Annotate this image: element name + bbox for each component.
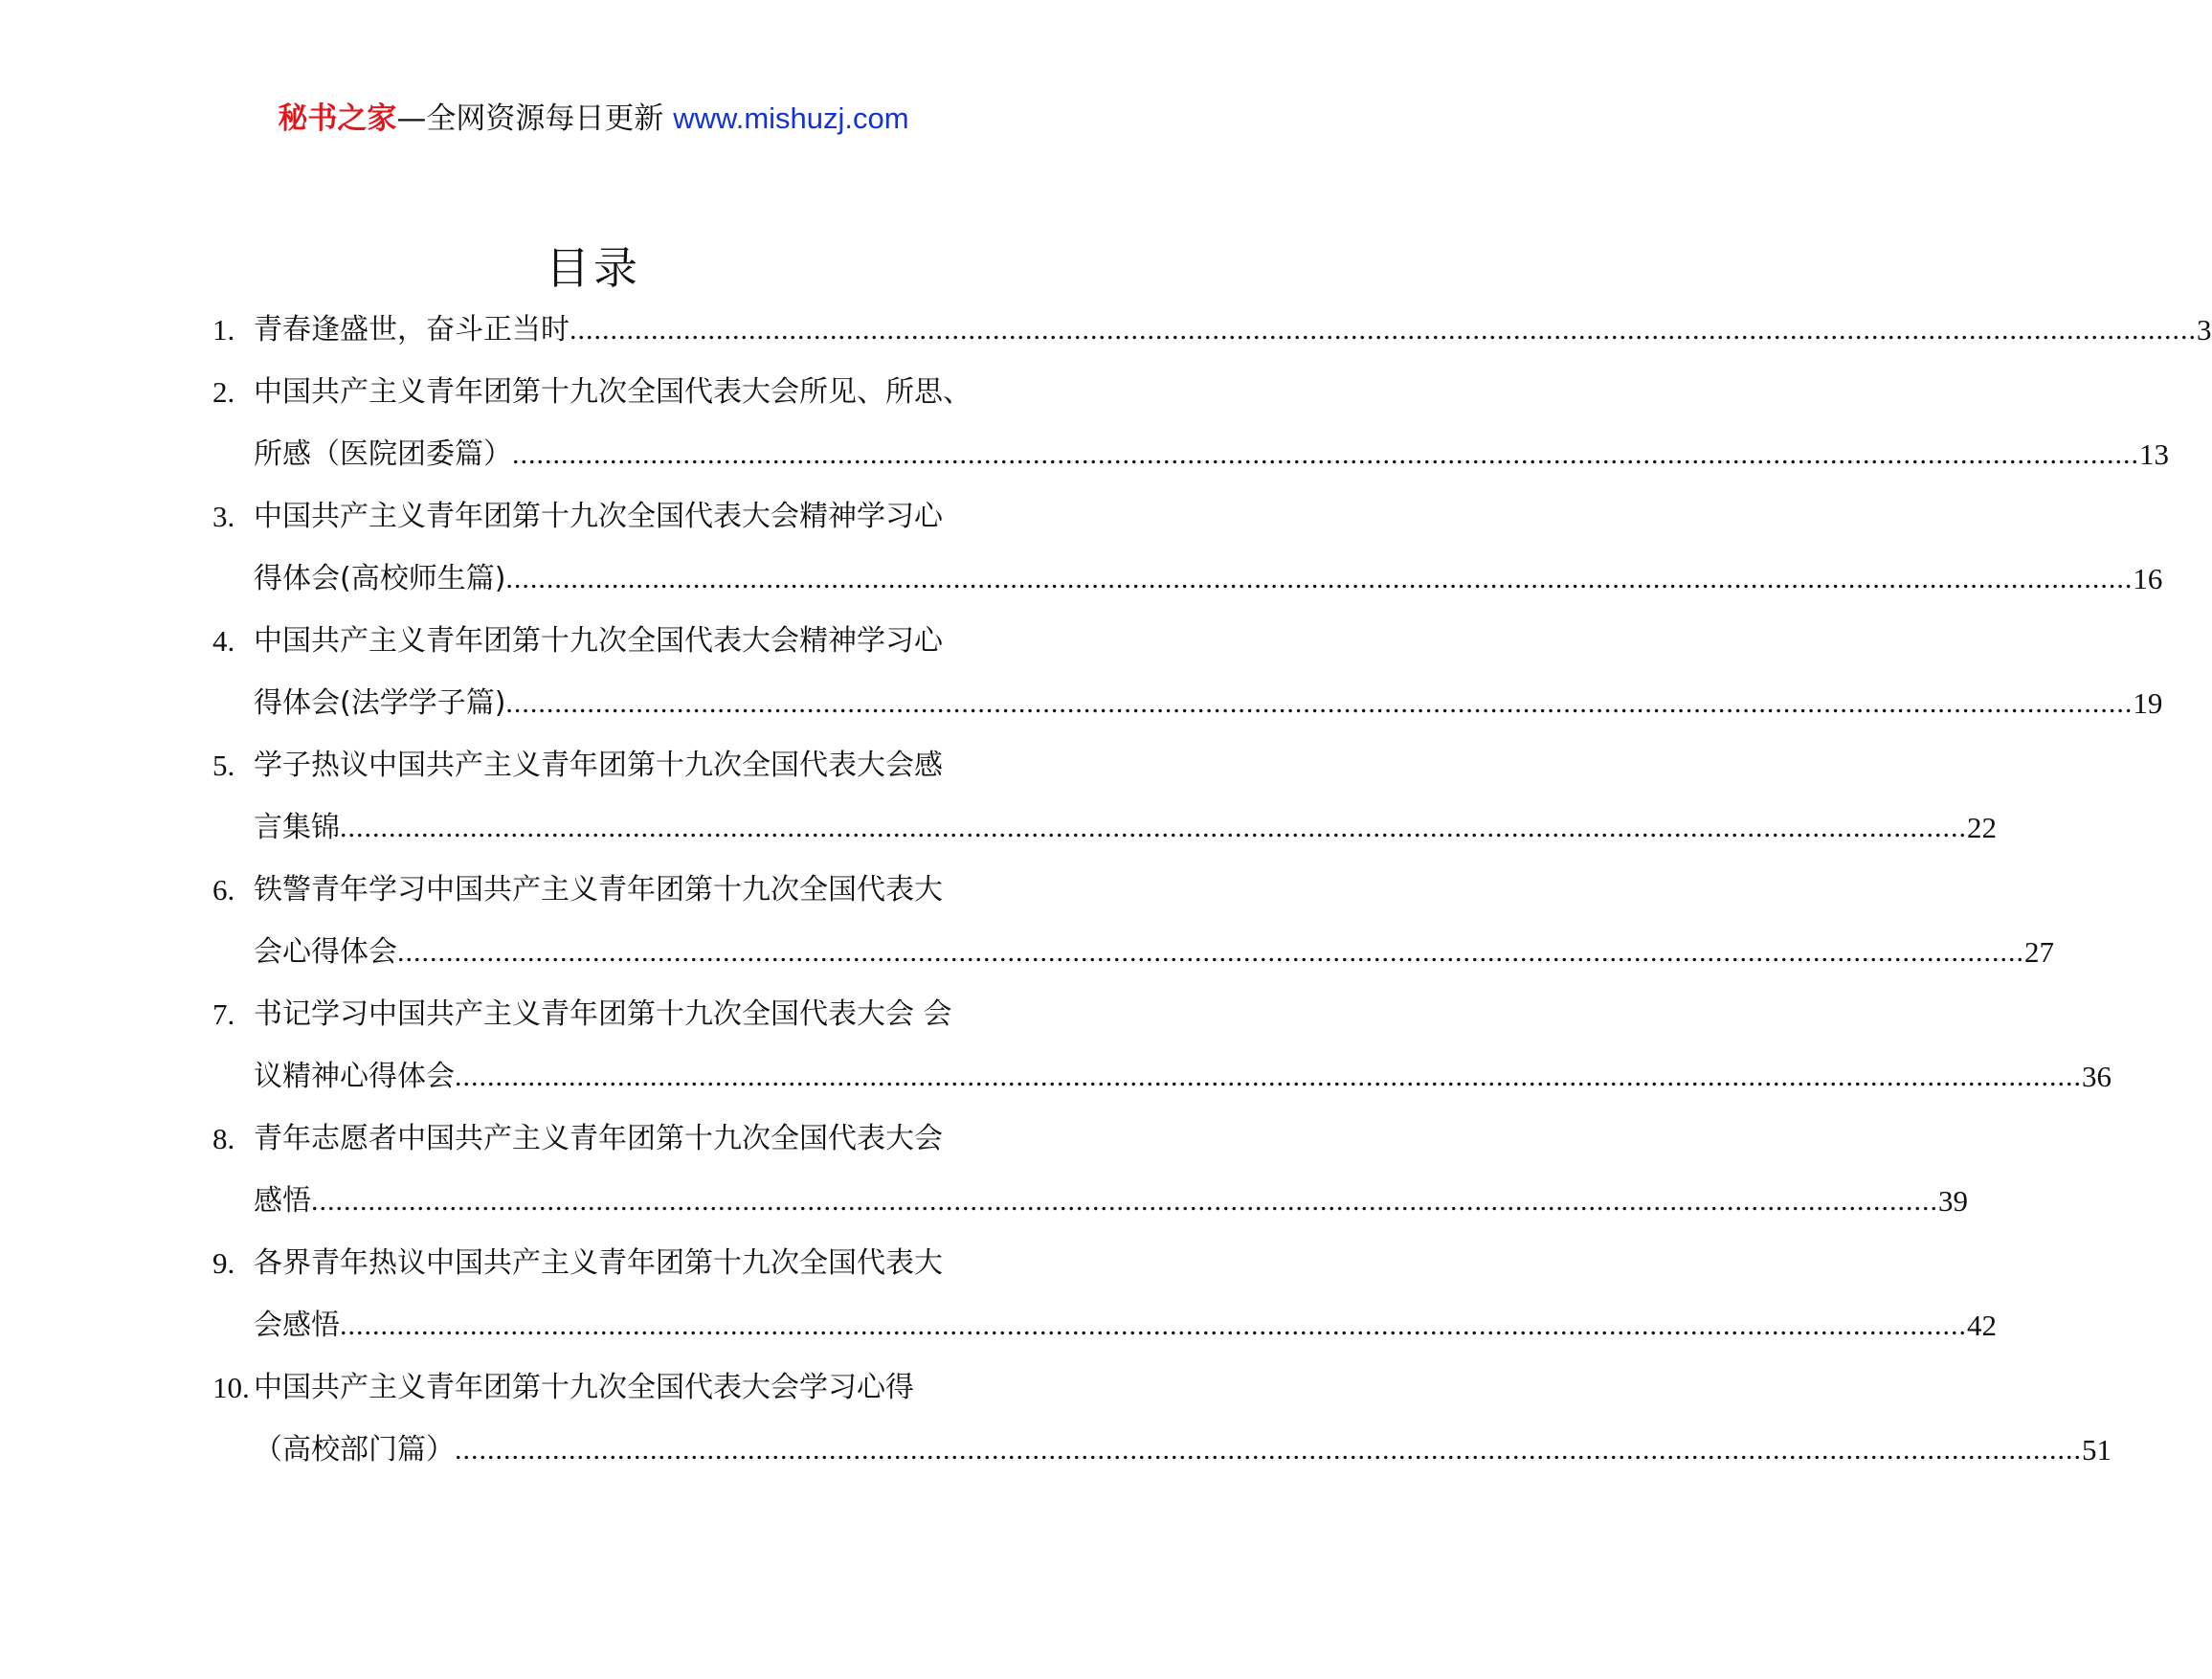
toc-entry[interactable] xyxy=(0,299,2212,361)
toc-entry-leader-row xyxy=(254,1045,2111,1108)
toc-entry-line xyxy=(0,921,2054,983)
header-tagline: —全网资源每日更新 xyxy=(396,101,674,136)
toc-entry-title: 书记学习中国共产主义青年团第十九次全国代表大会 会 xyxy=(254,997,952,1031)
toc-entry-line xyxy=(0,548,2163,610)
toc-entry-leader-row xyxy=(254,672,2163,734)
toc-entry-line xyxy=(0,299,2212,361)
toc-entry-leader-row xyxy=(254,1294,1997,1356)
toc-entry-title: 得体会(法学学子篇) xyxy=(254,686,506,720)
toc-entry-title: 中国共产主义青年团第十九次全国代表大会精神学习心 xyxy=(254,500,943,533)
toc-entry-number: 10. xyxy=(212,1371,250,1404)
toc-entry-line xyxy=(0,1170,1968,1232)
toc-entry[interactable] xyxy=(0,1108,1968,1232)
toc-entry-line xyxy=(0,1045,2111,1108)
toc-entry-number: 5. xyxy=(212,749,235,782)
dot-leader: ........................................................................................................................................................................................................ xyxy=(340,812,1967,843)
toc-entry-page-number: 13 xyxy=(2139,437,2169,471)
site-url[interactable]: www.mishuzj.com xyxy=(673,101,909,135)
toc-entry-line xyxy=(0,1356,1187,1419)
toc-entry-leader-row xyxy=(254,423,2169,485)
toc-entry-page-number: 22 xyxy=(1967,811,1997,844)
toc-entry-leader-row xyxy=(254,548,2163,610)
dot-leader: ........................................................................................................................................................................................................ xyxy=(397,936,2024,968)
dot-leader: ........................................................................................................................................................................................................ xyxy=(505,563,2134,594)
toc-entry-page-number: 36 xyxy=(2082,1060,2111,1093)
toc-entry-leader-row xyxy=(254,796,1997,859)
toc-entry-leader-row xyxy=(254,299,2212,361)
toc-entry-line xyxy=(0,796,1997,859)
toc-entry-leader-row xyxy=(254,921,2054,983)
toc-entry[interactable] xyxy=(0,610,2163,734)
toc-entry[interactable] xyxy=(0,1232,1997,1356)
toc-entry-line xyxy=(0,361,1187,423)
toc-entry-number: 1. xyxy=(212,313,235,347)
toc-entry-line xyxy=(0,485,1187,548)
toc-entry[interactable] xyxy=(0,983,2111,1108)
toc-entry-leader-row xyxy=(254,1419,2111,1481)
page-header xyxy=(0,96,1187,142)
toc-entry[interactable] xyxy=(0,485,2163,610)
toc-entry-number: 4. xyxy=(212,624,235,658)
toc-entry-leader-row xyxy=(254,1170,1968,1232)
toc-entry-line xyxy=(0,423,2169,485)
toc-entry-title: 学子热议中国共产主义青年团第十九次全国代表大会感 xyxy=(254,749,943,782)
toc-entry-page-number: 3 xyxy=(2197,313,2212,347)
toc-entry-line xyxy=(0,1232,1187,1294)
toc-entry-title: 青年志愿者中国共产主义青年团第十九次全国代表大会 xyxy=(254,1122,943,1155)
toc-entry-title: 得体会(高校师生篇) xyxy=(254,562,506,595)
toc-entry-title: 感悟 xyxy=(254,1184,311,1218)
toc-entry-title: 各界青年热议中国共产主义青年团第十九次全国代表大 xyxy=(254,1246,943,1280)
toc-entry-line xyxy=(0,610,1187,672)
toc-entry-page-number: 19 xyxy=(2133,686,2163,720)
toc-entry-page-number: 16 xyxy=(2133,562,2163,595)
toc-entry[interactable] xyxy=(0,734,1997,859)
toc-entry[interactable] xyxy=(0,1356,2111,1481)
dot-leader: ........................................................................................................................................................................................................ xyxy=(455,1061,2082,1092)
toc-entry-title: 青春逢盛世，奋斗正当时 xyxy=(254,313,570,347)
toc-entry[interactable] xyxy=(0,859,2054,983)
toc-entry-title: 所感（医院团委篇） xyxy=(254,437,512,471)
toc-entry-number: 2. xyxy=(212,375,235,409)
toc-entry-title: 会心得体会 xyxy=(254,935,397,969)
toc-entry-line xyxy=(0,672,2163,734)
toc-entry-line xyxy=(0,1294,1997,1356)
table-of-contents xyxy=(0,299,2212,1481)
toc-entry-page-number: 39 xyxy=(1938,1184,1968,1218)
toc-entry-page-number: 51 xyxy=(2082,1433,2111,1466)
toc-entry-title: 议精神心得体会 xyxy=(254,1060,455,1093)
dot-leader: ........................................................................................................................................................................................................ xyxy=(311,1185,1938,1217)
dot-leader: ........................................................................................................................................................................................................ xyxy=(512,438,2139,470)
toc-entry-line xyxy=(0,1108,1187,1170)
toc-entry-title: 言集锦 xyxy=(254,811,340,844)
dot-leader: ........................................................................................................................................................................................................ xyxy=(505,687,2134,719)
dot-leader: ........................................................................................................................................................................................................ xyxy=(570,314,2197,346)
toc-entry-line xyxy=(0,859,1187,921)
toc-entry-number: 9. xyxy=(212,1246,235,1280)
toc-entry-title: 中国共产主义青年团第十九次全国代表大会所见、所思、 xyxy=(254,375,972,409)
toc-entry-title: 中国共产主义青年团第十九次全国代表大会精神学习心 xyxy=(254,624,943,658)
toc-entry-number: 7. xyxy=(212,997,235,1031)
toc-entry[interactable] xyxy=(0,361,2169,485)
toc-entry-title: 铁警青年学习中国共产主义青年团第十九次全国代表大 xyxy=(254,873,943,907)
dot-leader: ........................................................................................................................................................................................................ xyxy=(455,1434,2082,1466)
toc-entry-number: 6. xyxy=(212,873,235,907)
toc-entry-number: 3. xyxy=(212,500,235,533)
toc-entry-title: 会感悟 xyxy=(254,1309,340,1342)
toc-entry-line xyxy=(0,983,1187,1045)
toc-entry-page-number: 42 xyxy=(1967,1309,1997,1342)
dot-leader: ........................................................................................................................................................................................................ xyxy=(340,1310,1967,1341)
brand-name: 秘书之家 xyxy=(278,101,397,136)
toc-entry-line xyxy=(0,1419,2111,1481)
toc-entry-title: 中国共产主义青年团第十九次全国代表大会学习心得 xyxy=(254,1371,914,1404)
toc-entry-line xyxy=(0,734,1187,796)
page-title: 目录 xyxy=(546,242,641,294)
toc-entry-number: 8. xyxy=(212,1122,235,1155)
toc-entry-title: （高校部门篇） xyxy=(254,1433,455,1466)
toc-entry-page-number: 27 xyxy=(2024,935,2054,969)
